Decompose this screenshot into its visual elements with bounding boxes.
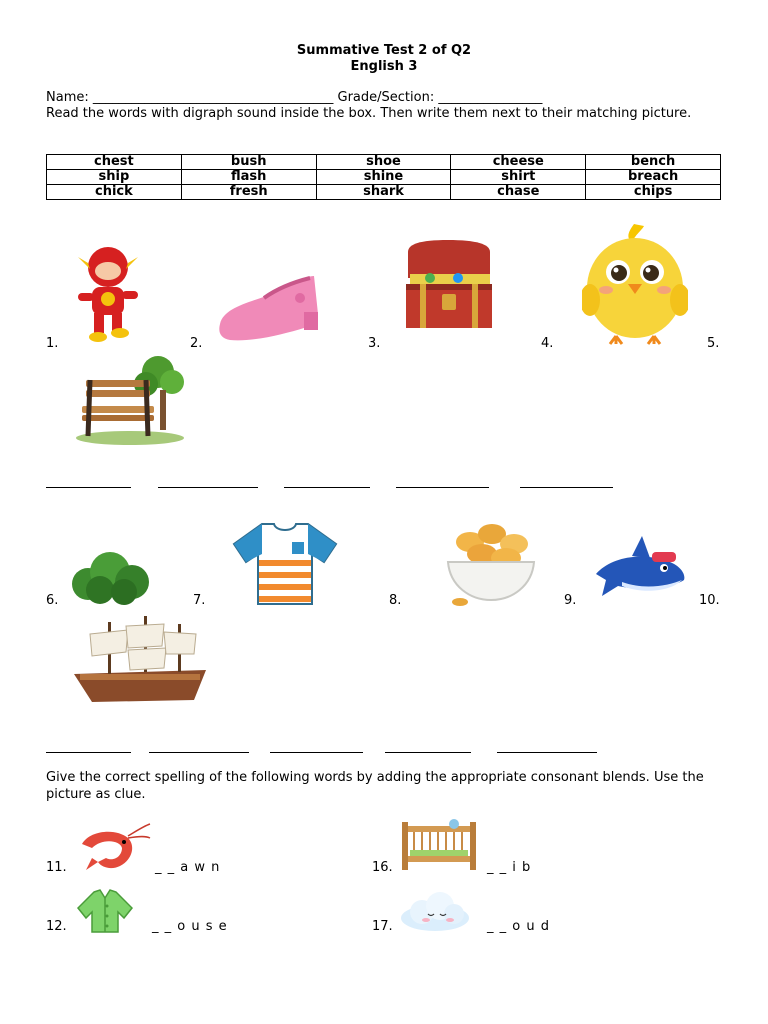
item-number: 6. bbox=[46, 593, 59, 608]
word-cell: bench bbox=[586, 155, 721, 170]
word-cell: chest bbox=[47, 155, 182, 170]
answer-blank[interactable] bbox=[270, 752, 363, 753]
name-label: Name: bbox=[46, 90, 89, 105]
page-title: Summative Test 2 of Q2 bbox=[296, 43, 472, 58]
answer-blank[interactable] bbox=[46, 487, 131, 488]
word-cell: shoe bbox=[316, 155, 451, 170]
word-cell: chips bbox=[586, 185, 721, 200]
part1-instruction: Read the words with digraph sound inside the box. Then write them next to their matching picture. bbox=[46, 106, 692, 121]
green-bush-picture bbox=[68, 546, 154, 606]
baby-crib-picture bbox=[398, 816, 480, 872]
answer-blank[interactable] bbox=[284, 487, 370, 488]
answer-blank[interactable] bbox=[158, 487, 258, 488]
item-number: 1. bbox=[46, 336, 59, 351]
blend-clue: _ _ a w n bbox=[155, 860, 221, 875]
bowl-of-chips-picture bbox=[442, 520, 540, 608]
item-number: 2. bbox=[190, 336, 203, 351]
part2-instruction: Give the correct spelling of the following words by adding the appropriate consonant blends. Use the picture as clue. bbox=[46, 770, 704, 802]
treasure-chest-picture bbox=[400, 238, 498, 332]
flash-hero-picture bbox=[70, 243, 146, 345]
item-number: 16. bbox=[372, 860, 393, 875]
section-field[interactable]: ________________ bbox=[438, 90, 543, 105]
answer-blank[interactable] bbox=[520, 487, 613, 488]
blend-clue: _ _ i b bbox=[487, 860, 532, 875]
answer-blank[interactable] bbox=[497, 752, 597, 753]
shrimp-prawn-picture bbox=[72, 822, 152, 874]
park-bench-picture bbox=[74, 354, 186, 446]
blend-clue: _ _ o u d bbox=[487, 919, 550, 934]
sailing-ship-picture bbox=[70, 612, 210, 708]
answer-blank[interactable] bbox=[149, 752, 249, 753]
word-cell: fresh bbox=[181, 185, 316, 200]
striped-shirt-picture bbox=[232, 520, 338, 606]
answer-blank[interactable] bbox=[46, 752, 131, 753]
item-number: 11. bbox=[46, 860, 67, 875]
item-number: 9. bbox=[564, 593, 577, 608]
cloud-picture bbox=[398, 890, 472, 934]
word-box-table bbox=[46, 154, 721, 200]
word-cell: cheese bbox=[451, 155, 586, 170]
green-blouse-picture bbox=[74, 888, 136, 934]
item-number: 17. bbox=[372, 919, 393, 934]
word-cell: flash bbox=[181, 170, 316, 185]
table-row bbox=[47, 170, 721, 185]
answer-blank[interactable] bbox=[385, 752, 471, 753]
yellow-chick-picture bbox=[582, 220, 688, 346]
word-cell: shine bbox=[316, 170, 451, 185]
section-label: Grade/Section: bbox=[337, 90, 435, 105]
item-number: 12. bbox=[46, 919, 67, 934]
item-number: 4. bbox=[541, 336, 554, 351]
word-cell: bush bbox=[181, 155, 316, 170]
item-number: 8. bbox=[389, 593, 402, 608]
word-cell: shirt bbox=[451, 170, 586, 185]
page-subtitle: English 3 bbox=[350, 59, 418, 74]
item-number: 3. bbox=[368, 336, 381, 351]
word-cell: ship bbox=[47, 170, 182, 185]
table-row bbox=[47, 155, 721, 170]
name-field[interactable]: _____________________________________ bbox=[92, 90, 334, 105]
word-cell: chick bbox=[47, 185, 182, 200]
word-cell: breach bbox=[586, 170, 721, 185]
blend-clue: _ _ o u s e bbox=[152, 919, 228, 934]
blue-shark-picture bbox=[592, 534, 688, 600]
table-row bbox=[47, 185, 721, 200]
item-number: 10. bbox=[699, 593, 720, 608]
pink-shoe-picture bbox=[214, 262, 324, 346]
item-number: 7. bbox=[193, 593, 206, 608]
item-number: 5. bbox=[707, 336, 720, 351]
name-row bbox=[46, 90, 542, 105]
word-cell: shark bbox=[316, 185, 451, 200]
answer-blank[interactable] bbox=[396, 487, 489, 488]
word-cell: chase bbox=[451, 185, 586, 200]
